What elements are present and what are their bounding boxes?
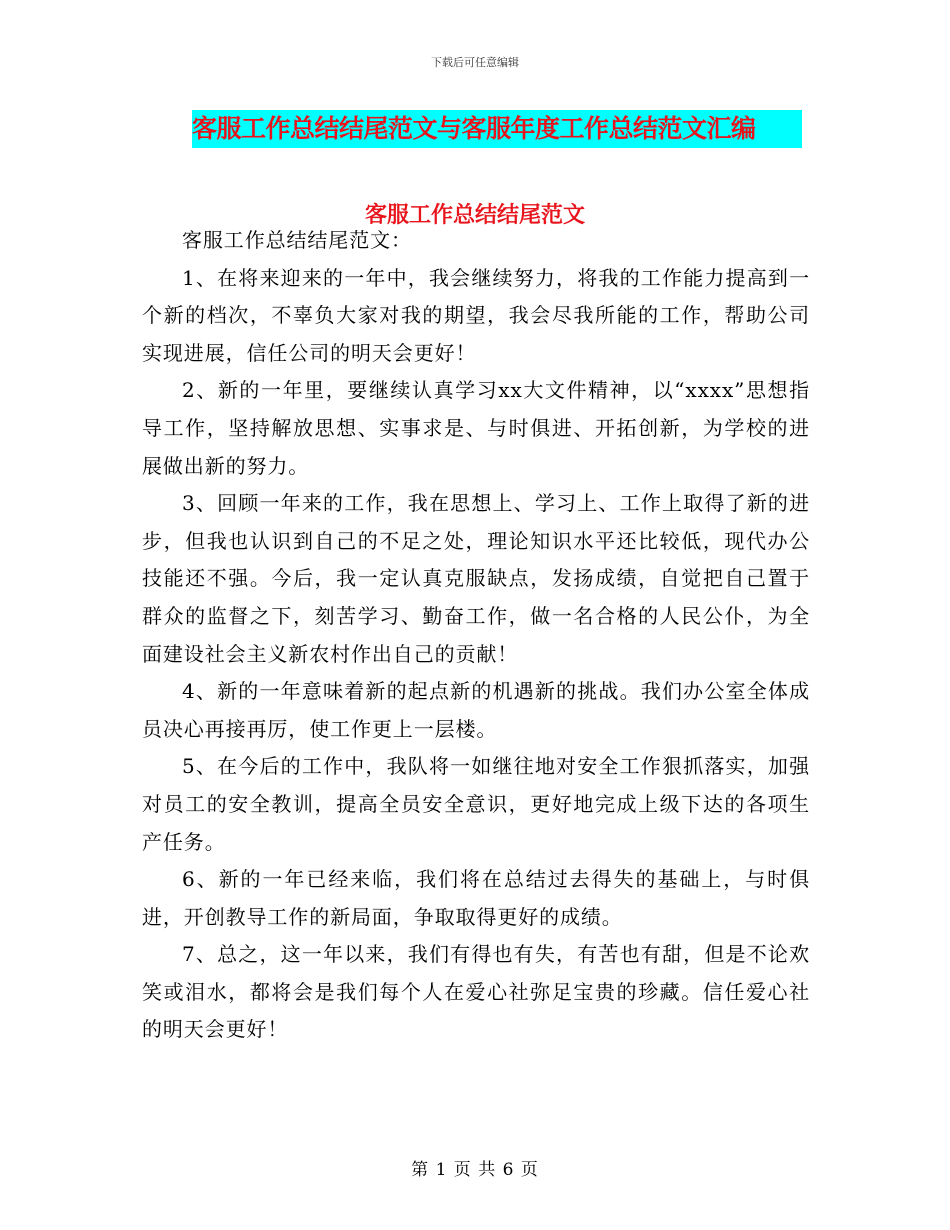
- paragraph-3: 3、回顾一年来的工作，我在思想上、学习上、工作上取得了新的进步，但我也认识到自己的不足之处，理论知识水平还比较低，现代办公技能还不强。今后，我一定认真克服缺点，发扬成绩，自觉把自己置于群众的监督之下，刻苦学习、勤奋工作，做一名合格的人民公仆，为全面建设社会主义新农村作出自己的贡献！: [142, 491, 810, 666]
- paragraph-5: 5、在今后的工作中，我队将一如继往地对安全工作狠抓落实，加强对员工的安全教训，提高全员安全意识，更好地完成上级下达的各项生产任务。: [142, 754, 810, 854]
- paragraph-4: 4、新的一年意味着新的起点新的机遇新的挑战。我们办公室全体成员决心再接再厉，使工作更上一层楼。: [142, 679, 810, 741]
- paragraph-7: 7、总之，这一年以来，我们有得也有失，有苦也有甜，但是不论欢笑或泪水，都将会是我们每个人在爱心社弥足宝贵的珍藏。信任爱心社的明天会更好！: [142, 942, 810, 1042]
- main-title: 客服工作总结结尾范文与客服年度工作总结范文汇编: [192, 114, 756, 143]
- main-title-highlight: [192, 110, 802, 148]
- paragraph-2: 2、新的一年里，要继续认真学习xx大文件精神，以“xxxx”思想指导工作，坚持解放思想、实事求是、与时俱进、开拓创新，为学校的进展做出新的努力。: [142, 378, 810, 478]
- paragraph-6: 6、新的一年已经来临，我们将在总结过去得失的基础上，与时俱进，开创教导工作的新局面，争取取得更好的成绩。: [142, 867, 810, 929]
- paragraph-1: 1、在将来迎来的一年中，我会继续努力，将我的工作能力提高到一个新的档次，不辜负大家对我的期望，我会尽我所能的工作，帮助公司实现进展，信任公司的明天会更好！: [142, 265, 810, 365]
- document-body: [142, 222, 810, 1049]
- section-title: 客服工作总结结尾范文: [364, 203, 585, 228]
- paragraph-intro: 客服工作总结结尾范文：: [182, 228, 412, 252]
- page-number: 第 1 页 共 6 页: [411, 1160, 539, 1180]
- header-note: 下载后可任意编辑: [431, 56, 519, 69]
